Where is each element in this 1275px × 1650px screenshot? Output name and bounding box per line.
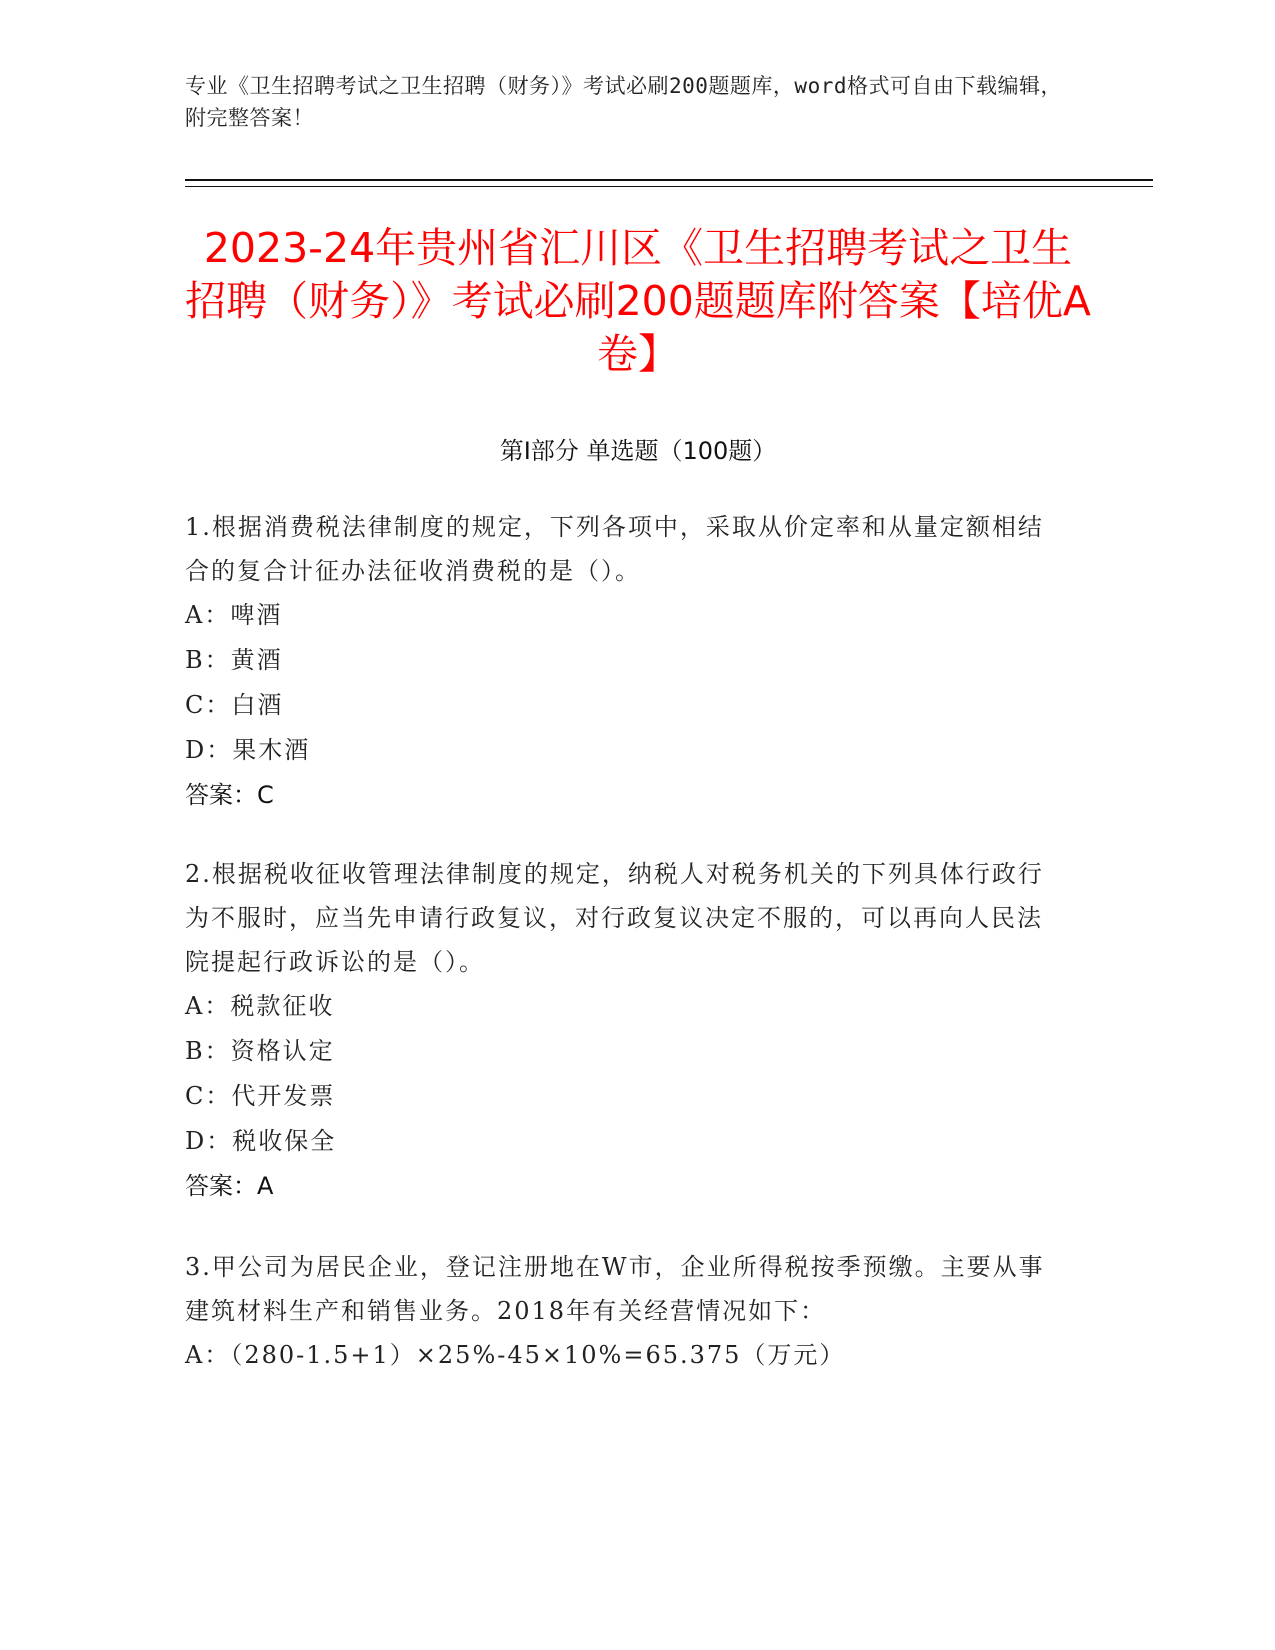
option-c: C：白酒	[185, 691, 284, 719]
header-note: 专业《卫生招聘考试之卫生招聘（财务）》考试必刷200题题库，word格式可自由下载编辑，附完整答案！	[185, 74, 1062, 130]
answer-line: 答案：C	[185, 781, 274, 809]
question-text: 2.根据税收征收管理法律制度的规定，纳税人对税务机关的下列具体行政行为不服时，应当先申请行政复议，对行政复议决定不服的，可以再向人民法院提起行政诉讼的是（）。	[185, 860, 1044, 976]
header-divider-thick	[185, 179, 1153, 181]
header-divider-thin	[185, 186, 1153, 187]
document-title: 2023-24年贵州省汇川区《卫生招聘考试之卫生招聘（财务）》考试必刷200题题库附答案【培优A卷】	[185, 224, 1091, 378]
question-2	[185, 852, 1065, 1209]
answer-line: 答案：A	[185, 1172, 274, 1200]
section-heading: 第Ⅰ部分 单选题（100题）	[499, 437, 777, 465]
option-d: D：税收保全	[185, 1127, 337, 1155]
option-b: B：资格认定	[185, 1037, 335, 1065]
question-text: 1.根据消费税法律制度的规定，下列各项中，采取从价定率和从量定额相结合的复合计征办法征收消费税的是（）。	[185, 513, 1044, 585]
option-d: D：果木酒	[185, 736, 311, 764]
option-a: A：（280-1.5+1）×25%-45×10%=65.375（万元）	[185, 1341, 846, 1369]
option-a: A：税款征收	[185, 992, 335, 1020]
option-b: B：黄酒	[185, 646, 283, 674]
question-text: 3.甲公司为居民企业，登记注册地在W市，企业所得税按季预缴。主要从事建筑材料生产和销售业务。2018年有关经营情况如下：	[185, 1253, 1045, 1325]
question-1	[185, 505, 1065, 818]
option-a: A：啤酒	[185, 601, 283, 629]
option-c: C：代开发票	[185, 1082, 336, 1110]
question-3	[185, 1245, 1065, 1378]
